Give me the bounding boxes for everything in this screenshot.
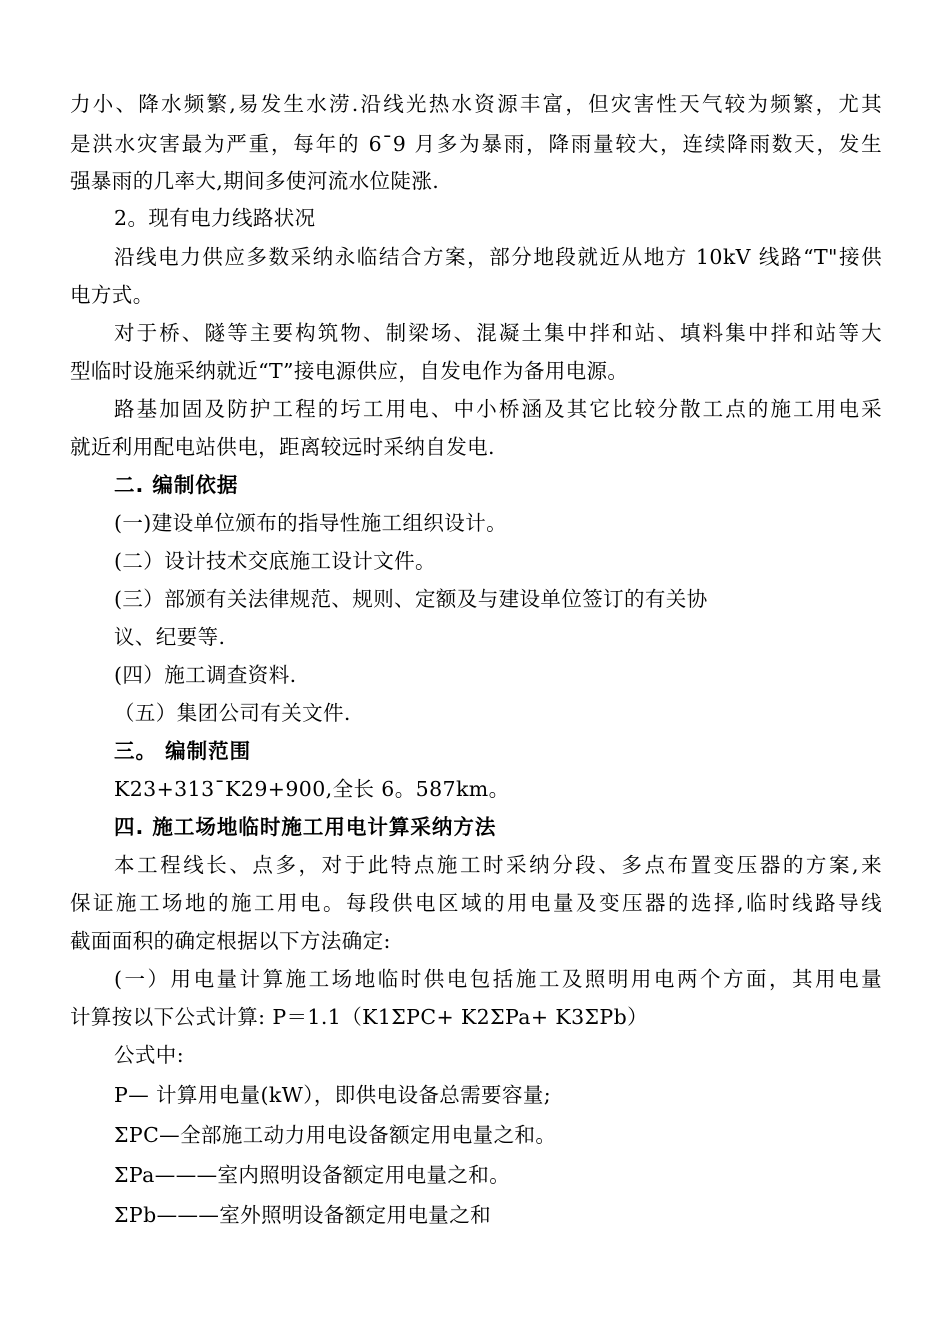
section-heading: 三。 编制范围 — [114, 739, 252, 763]
paragraph-line: 是洪水灾害最为严重，每年的 6¯9 月多为暴雨，降雨量较大，连续降雨数天，发生 — [70, 132, 882, 156]
paragraph-line: K23+313¯K29+900,全长 6。587km。 — [114, 777, 510, 801]
list-item: (三）部颁有关法律规范、规则、定额及与建设单位签订的有关协 — [114, 587, 708, 611]
list-item: （五）集团公司有关文件. — [114, 701, 351, 725]
paragraph-line: 路基加固及防护工程的圬工用电、中小桥涵及其它比较分散工点的施工用电采 — [114, 397, 882, 421]
paragraph-line: 力小、降水频繁,易发生水涝.沿线光热水资源丰富，但灾害性天气较为频繁，尤其 — [70, 92, 882, 116]
paragraph-line: 强暴雨的几率大,期间多使河流水位陡涨. — [70, 169, 440, 193]
list-item-continuation: 议、纪要等. — [114, 625, 226, 649]
paragraph-line: (一）用电量计算施工场地临时供电包括施工及照明用电两个方面，其用电量 — [114, 967, 882, 991]
definition-line: ΣPa———室内照明设备额定用电量之和。 — [114, 1163, 511, 1187]
paragraph-line: 本工程线长、点多，对于此特点施工时采纳分段、多点布置变压器的方案,来 — [114, 853, 882, 877]
section-heading: 四. 施工场地临时施工用电计算采纳方法 — [114, 815, 497, 839]
definition-line: ΣPC—全部施工动力用电设备额定用电量之和。 — [114, 1123, 557, 1147]
definition-line: P— 计算用电量(kW），即供电设备总需要容量; — [114, 1083, 552, 1107]
list-item: (二）设计技术交底施工设计文件。 — [114, 549, 436, 573]
list-item: (一)建设单位颁布的指导性施工组织设计。 — [114, 511, 507, 535]
paragraph-line: 截面面积的确定根据以下方法确定: — [70, 929, 391, 953]
paragraph-line: 保证施工场地的施工用电。每段供电区域的用电量及变压器的选择,临时线路导线 — [70, 891, 882, 915]
list-item: (四）施工调查资料. — [114, 663, 297, 687]
paragraph-line: 型临时设施采纳就近“T”接电源供应，自发电作为备用电源。 — [70, 359, 629, 383]
definition-line: ΣPb———室外照明设备额定用电量之和 — [114, 1203, 492, 1227]
paragraph-line: 沿线电力供应多数采纳永临结合方案，部分地段就近从地方 10kV 线路“T"接供 — [114, 245, 882, 269]
paragraph-line: 就近利用配电站供电，距离较远时采纳自发电. — [70, 435, 495, 459]
section-subheading: 2。现有电力线路状况 — [114, 206, 316, 230]
section-heading: 二. 编制依据 — [114, 473, 239, 497]
paragraph-line: 对于桥、隧等主要构筑物、制梁场、混凝土集中拌和站、填料集中拌和站等大 — [114, 321, 882, 345]
paragraph-line: 电方式。 — [70, 283, 154, 307]
formula-line: 计算按以下公式计算: P＝1.1（K1ΣPC+ K2ΣPa+ K3ΣPb） — [70, 1005, 649, 1029]
paragraph-line: 公式中: — [114, 1043, 185, 1067]
